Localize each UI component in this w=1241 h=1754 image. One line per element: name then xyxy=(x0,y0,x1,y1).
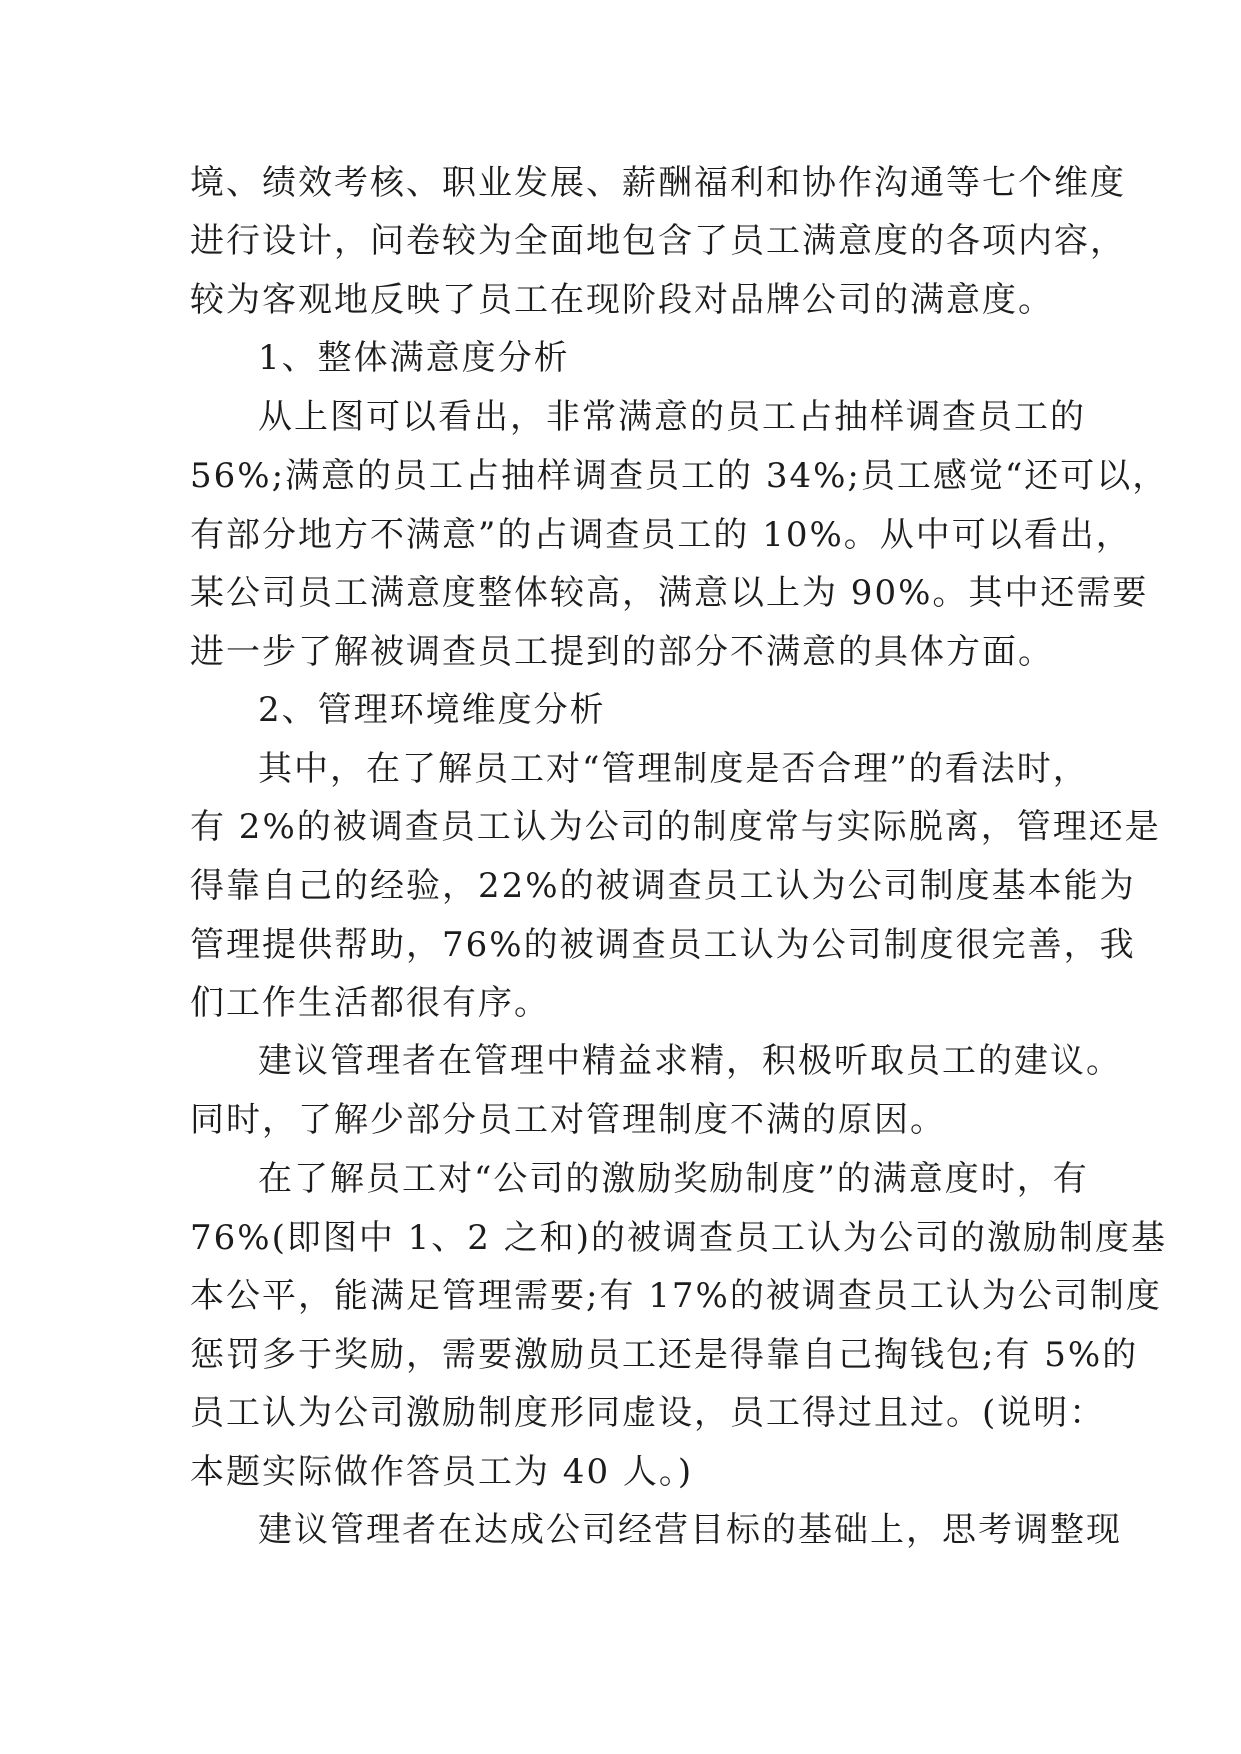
paragraph-line: 有部分地方不满意”的占调查员工的 10%。从中可以看出， xyxy=(190,515,1132,555)
paragraph-line: 境、绩效考核、职业发展、薪酬福利和协作沟通等七个维度 xyxy=(190,163,1126,203)
paragraph-line: 76%(即图中 1、2 之和)的被调查员工认为公司的激励制度基 xyxy=(190,1218,1167,1258)
paragraph-line: 员工认为公司激励制度形同虚设，员工得过且过。(说明： xyxy=(190,1393,1106,1433)
paragraph-line: 建议管理者在管理中精益求精，积极听取员工的建议。 xyxy=(258,1041,1122,1081)
paragraph-line: 在了解员工对“公司的激励奖励制度”的满意度时，有 xyxy=(258,1159,1089,1199)
paragraph-line: 进一步了解被调查员工提到的部分不满意的具体方面。 xyxy=(190,632,1054,672)
paragraph-line: 本公平，能满足管理需要;有 17%的被调查员工认为公司制度 xyxy=(190,1276,1162,1316)
paragraph-line: 较为客观地反映了员工在现阶段对品牌公司的满意度。 xyxy=(190,280,1054,320)
paragraph-line: 某公司员工满意度整体较高，满意以上为 90%。其中还需要 xyxy=(190,573,1149,613)
section-heading: 2、管理环境维度分析 xyxy=(258,690,606,730)
paragraph-line: 进行设计，问卷较为全面地包含了员工满意度的各项内容， xyxy=(190,221,1126,261)
paragraph-line: 同时，了解少部分员工对管理制度不满的原因。 xyxy=(190,1100,946,1140)
paragraph-line: 们工作生活都很有序。 xyxy=(190,983,550,1023)
paragraph-line: 建议管理者在达成公司经营目标的基础上，思考调整现 xyxy=(258,1510,1122,1550)
paragraph-line: 惩罚多于奖励，需要激励员工还是得靠自己掏钱包;有 5%的 xyxy=(190,1335,1139,1375)
paragraph-line: 从上图可以看出，非常满意的员工占抽样调查员工的 xyxy=(258,397,1086,437)
section-heading: 1、整体满意度分析 xyxy=(258,338,570,378)
paragraph-line: 有 2%的被调查员工认为公司的制度常与实际脱离，管理还是 xyxy=(190,807,1161,847)
paragraph-line: 得靠自己的经验，22%的被调查员工认为公司制度基本能为 xyxy=(190,866,1136,906)
paragraph-line: 管理提供帮助，76%的被调查员工认为公司制度很完善，我 xyxy=(190,925,1136,965)
paragraph-line: 56%;满意的员工占抽样调查员工的 34%;员工感觉“还可以， xyxy=(190,456,1169,496)
paragraph-line: 其中，在了解员工对“管理制度是否合理”的看法时， xyxy=(258,749,1089,789)
paragraph-line: 本题实际做作答员工为 40 人。) xyxy=(190,1452,694,1492)
